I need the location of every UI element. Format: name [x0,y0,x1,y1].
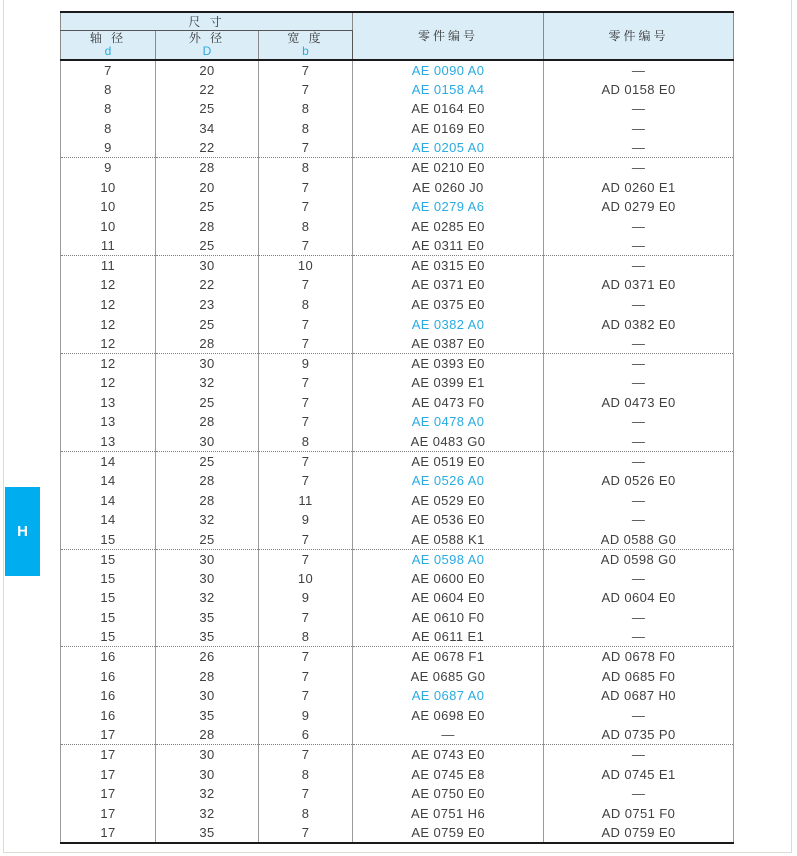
cell-part-number-ae: AE 0382 A0 [353,314,544,334]
table-row [61,510,734,530]
cell-shaft-diameter: 13 [61,393,156,413]
cell-part-number-ae: AE 0519 E0 [353,451,544,471]
cell-part-number-ae: AE 0529 E0 [353,490,544,510]
cell-part-number-ad: AD 0598 G0 [544,549,734,569]
symbol-b: b [302,44,309,58]
cell-part-number-ad: AD 0158 E0 [544,80,734,100]
cell-shaft-diameter: 15 [61,608,156,628]
cell-part-number-ad: AD 0604 E0 [544,588,734,608]
table-row [61,608,734,628]
table-row [61,471,734,491]
cell-width: 10 [259,256,353,276]
cell-width: 8 [259,803,353,823]
cell-shaft-diameter: 15 [61,549,156,569]
cell-shaft-diameter: 16 [61,647,156,667]
cell-part-number-ad: AD 0735 P0 [544,725,734,745]
cell-outer-diameter: 22 [156,138,259,158]
cell-part-number-ae: AE 0399 E1 [353,373,544,393]
cell-width: 7 [259,666,353,686]
cell-part-number-ae: AE 0743 E0 [353,745,544,765]
table-header [61,12,734,60]
cell-part-number-ad: — [544,236,734,256]
cell-part-number-ae: AE 0588 K1 [353,530,544,550]
table-row [61,295,734,315]
table-row [61,314,734,334]
cell-part-number-ae: AE 0205 A0 [353,138,544,158]
cell-width: 7 [259,471,353,491]
table-row [61,177,734,197]
cell-width: 7 [259,80,353,100]
table-row [61,530,734,550]
cell-part-number-ad: AD 0526 E0 [544,471,734,491]
cell-outer-diameter: 25 [156,530,259,550]
table-row [61,647,734,667]
cell-width: 7 [259,530,353,550]
table-row [61,197,734,217]
cell-outer-diameter: 25 [156,393,259,413]
header-width: 宽 度 b [259,31,353,61]
cell-shaft-diameter: 17 [61,784,156,804]
cell-part-number-ae: AE 0600 E0 [353,569,544,589]
cell-shaft-diameter: 15 [61,569,156,589]
cell-shaft-diameter: 10 [61,177,156,197]
cell-part-number-ae: AE 0260 J0 [353,177,544,197]
cell-outer-diameter: 28 [156,666,259,686]
cell-part-number-ae: AE 0478 A0 [353,412,544,432]
cell-outer-diameter: 25 [156,314,259,334]
cell-part-number-ae: AE 0745 E8 [353,764,544,784]
cell-part-number-ad: — [544,412,734,432]
cell-outer-diameter: 28 [156,412,259,432]
cell-part-number-ae: AE 0164 E0 [353,99,544,119]
cell-part-number-ad: AD 0473 E0 [544,393,734,413]
cell-outer-diameter: 30 [156,745,259,765]
cell-shaft-diameter: 11 [61,256,156,276]
cell-outer-diameter: 32 [156,510,259,530]
cell-shaft-diameter: 11 [61,236,156,256]
cell-outer-diameter: 30 [156,432,259,452]
cell-shaft-diameter: 17 [61,764,156,784]
cell-shaft-diameter: 15 [61,530,156,550]
cell-width: 8 [259,119,353,139]
cell-outer-diameter: 35 [156,627,259,647]
cell-shaft-diameter: 17 [61,745,156,765]
cell-outer-diameter: 28 [156,158,259,178]
cell-outer-diameter: 20 [156,177,259,197]
cell-part-number-ae: AE 0210 E0 [353,158,544,178]
cell-outer-diameter: 35 [156,823,259,843]
cell-width: 7 [259,334,353,354]
cell-part-number-ae: AE 0387 E0 [353,334,544,354]
cell-outer-diameter: 28 [156,471,259,491]
cell-shaft-diameter: 15 [61,588,156,608]
cell-outer-diameter: 34 [156,119,259,139]
table-row [61,217,734,237]
cell-part-number-ad: — [544,490,734,510]
table-row [61,80,734,100]
table-row [61,99,734,119]
symbol-D: D [202,44,212,58]
cell-width: 7 [259,784,353,804]
cell-outer-diameter: 23 [156,295,259,315]
table-row [61,432,734,452]
cell-part-number-ae: AE 0090 A0 [353,60,544,80]
cell-shaft-diameter: 12 [61,334,156,354]
cell-shaft-diameter: 16 [61,686,156,706]
cell-width: 8 [259,217,353,237]
cell-part-number-ad: AD 0260 E1 [544,177,734,197]
cell-outer-diameter: 35 [156,706,259,726]
cell-shaft-diameter: 14 [61,451,156,471]
cell-part-number-ae: AE 0750 E0 [353,784,544,804]
cell-part-number-ad: — [544,373,734,393]
cell-outer-diameter: 25 [156,451,259,471]
cell-part-number-ad: — [544,256,734,276]
cell-width: 6 [259,725,353,745]
cell-shaft-diameter: 8 [61,119,156,139]
cell-part-number-ad: — [544,432,734,452]
cell-part-number-ae: — [353,725,544,745]
cell-part-number-ad: — [544,569,734,589]
cell-outer-diameter: 30 [156,256,259,276]
table-row [61,334,734,354]
cell-part-number-ae: AE 0371 E0 [353,275,544,295]
cell-part-number-ad: — [544,99,734,119]
table-row [61,764,734,784]
cell-outer-diameter: 30 [156,764,259,784]
cell-shaft-diameter: 9 [61,138,156,158]
cell-width: 8 [259,764,353,784]
table-row [61,549,734,569]
header-dimensions-group: 尺 寸 [61,12,353,31]
cell-part-number-ae: AE 0536 E0 [353,510,544,530]
table-row [61,158,734,178]
table-row [61,627,734,647]
cell-part-number-ae: AE 0315 E0 [353,256,544,276]
cell-part-number-ae: AE 0751 H6 [353,803,544,823]
cell-shaft-diameter: 12 [61,353,156,373]
cell-width: 10 [259,569,353,589]
cell-part-number-ad: AD 0678 F0 [544,647,734,667]
table-row [61,784,734,804]
table-row [61,60,734,80]
cell-part-number-ad: AD 0279 E0 [544,197,734,217]
cell-shaft-diameter: 14 [61,490,156,510]
cell-width: 8 [259,295,353,315]
cell-width: 7 [259,177,353,197]
cell-width: 9 [259,510,353,530]
cell-width: 7 [259,451,353,471]
cell-width: 8 [259,627,353,647]
cell-outer-diameter: 28 [156,490,259,510]
cell-part-number-ad: AD 0745 E1 [544,764,734,784]
cell-outer-diameter: 26 [156,647,259,667]
cell-shaft-diameter: 10 [61,217,156,237]
cell-part-number-ae: AE 0483 G0 [353,432,544,452]
cell-part-number-ae: AE 0759 E0 [353,823,544,843]
cell-shaft-diameter: 17 [61,823,156,843]
table-row [61,490,734,510]
cell-width: 7 [259,314,353,334]
table-row [61,569,734,589]
cell-shaft-diameter: 9 [61,158,156,178]
cell-part-number-ae: AE 0687 A0 [353,686,544,706]
cell-width: 7 [259,549,353,569]
cell-outer-diameter: 30 [156,549,259,569]
cell-shaft-diameter: 12 [61,275,156,295]
cell-part-number-ae: AE 0685 G0 [353,666,544,686]
cell-part-number-ae: AE 0678 F1 [353,647,544,667]
cell-part-number-ad: — [544,451,734,471]
table-row [61,451,734,471]
section-tab-label: H [17,523,28,540]
cell-outer-diameter: 28 [156,217,259,237]
cell-outer-diameter: 30 [156,569,259,589]
cell-part-number-ad: AD 0751 F0 [544,803,734,823]
table-row [61,373,734,393]
cell-part-number-ad: — [544,60,734,80]
table-row [61,256,734,276]
table-row [61,745,734,765]
cell-width: 7 [259,647,353,667]
cell-width: 7 [259,275,353,295]
cell-part-number-ad: AD 0371 E0 [544,275,734,295]
header-shaft-diameter: 轴 径 d [61,31,156,61]
header-part-number-ae: 零件编号 [353,12,544,60]
cell-outer-diameter: 32 [156,803,259,823]
cell-width: 9 [259,706,353,726]
cell-outer-diameter: 25 [156,99,259,119]
cell-shaft-diameter: 14 [61,471,156,491]
table-body [61,60,734,843]
cell-outer-diameter: 28 [156,334,259,354]
table-row [61,706,734,726]
cell-shaft-diameter: 15 [61,627,156,647]
table-row [61,803,734,823]
table-row [61,275,734,295]
cell-shaft-diameter: 16 [61,706,156,726]
cell-part-number-ad: — [544,706,734,726]
cell-part-number-ae: AE 0375 E0 [353,295,544,315]
cell-shaft-diameter: 14 [61,510,156,530]
cell-part-number-ad: — [544,158,734,178]
cell-part-number-ae: AE 0393 E0 [353,353,544,373]
cell-outer-diameter: 22 [156,80,259,100]
table-row [61,588,734,608]
cell-width: 7 [259,60,353,80]
cell-outer-diameter: 35 [156,608,259,628]
cell-width: 7 [259,823,353,843]
cell-shaft-diameter: 10 [61,197,156,217]
cell-width: 7 [259,686,353,706]
cell-part-number-ae: AE 0473 F0 [353,393,544,413]
cell-part-number-ae: AE 0285 E0 [353,217,544,237]
cell-shaft-diameter: 12 [61,373,156,393]
cell-outer-diameter: 20 [156,60,259,80]
cell-outer-diameter: 32 [156,373,259,393]
table-row [61,236,734,256]
cell-shaft-diameter: 7 [61,60,156,80]
table-row [61,119,734,139]
section-tab-h[interactable] [5,487,40,576]
cell-part-number-ad: — [544,510,734,530]
table-row [61,686,734,706]
cell-width: 7 [259,138,353,158]
cell-outer-diameter: 22 [156,275,259,295]
cell-width: 7 [259,608,353,628]
cell-part-number-ad: — [544,119,734,139]
symbol-d: d [104,44,112,58]
cell-width: 11 [259,490,353,510]
cell-part-number-ae: AE 0526 A0 [353,471,544,491]
cell-part-number-ae: AE 0169 E0 [353,119,544,139]
cell-part-number-ae: AE 0604 E0 [353,588,544,608]
table-row [61,725,734,745]
cell-part-number-ad: — [544,295,734,315]
cell-part-number-ad: — [544,608,734,628]
cell-shaft-diameter: 17 [61,803,156,823]
cell-width: 8 [259,99,353,119]
cell-part-number-ad: — [544,217,734,237]
header-outer-diameter: 外 径 D [156,31,259,61]
cell-width: 9 [259,353,353,373]
cell-part-number-ae: AE 0279 A6 [353,197,544,217]
table-row [61,138,734,158]
cell-part-number-ad: — [544,353,734,373]
cell-part-number-ad: AD 0685 F0 [544,666,734,686]
cell-part-number-ae: AE 0611 E1 [353,627,544,647]
cell-outer-diameter: 30 [156,353,259,373]
cell-part-number-ad: — [544,138,734,158]
cell-outer-diameter: 32 [156,784,259,804]
cell-outer-diameter: 25 [156,197,259,217]
cell-outer-diameter: 25 [156,236,259,256]
cell-shaft-diameter: 17 [61,725,156,745]
cell-part-number-ad: — [544,745,734,765]
cell-part-number-ad: AD 0382 E0 [544,314,734,334]
cell-width: 8 [259,432,353,452]
cell-part-number-ad: AD 0759 E0 [544,823,734,843]
cell-part-number-ae: AE 0698 E0 [353,706,544,726]
cell-part-number-ad: — [544,784,734,804]
cell-width: 8 [259,158,353,178]
header-part-number-ad: 零件编号 [544,12,734,60]
cell-width: 7 [259,745,353,765]
cell-shaft-diameter: 8 [61,80,156,100]
cell-part-number-ae: AE 0610 F0 [353,608,544,628]
cell-shaft-diameter: 16 [61,666,156,686]
cell-shaft-diameter: 13 [61,432,156,452]
cell-outer-diameter: 30 [156,686,259,706]
cell-shaft-diameter: 8 [61,99,156,119]
cell-outer-diameter: 32 [156,588,259,608]
table-row [61,412,734,432]
cell-width: 7 [259,236,353,256]
cell-part-number-ad: AD 0588 G0 [544,530,734,550]
table-row [61,666,734,686]
cell-width: 7 [259,197,353,217]
cell-width: 7 [259,393,353,413]
cell-outer-diameter: 28 [156,725,259,745]
cell-part-number-ad: — [544,627,734,647]
cell-width: 7 [259,412,353,432]
table-row [61,353,734,373]
cell-part-number-ae: AE 0598 A0 [353,549,544,569]
table-row [61,823,734,843]
cell-part-number-ae: AE 0311 E0 [353,236,544,256]
cell-part-number-ad: AD 0687 H0 [544,686,734,706]
table-row [61,393,734,413]
cell-width: 7 [259,373,353,393]
parts-dimension-table [60,11,734,844]
cell-shaft-diameter: 12 [61,314,156,334]
cell-shaft-diameter: 12 [61,295,156,315]
cell-width: 9 [259,588,353,608]
cell-part-number-ad: — [544,334,734,354]
cell-shaft-diameter: 13 [61,412,156,432]
cell-part-number-ae: AE 0158 A4 [353,80,544,100]
